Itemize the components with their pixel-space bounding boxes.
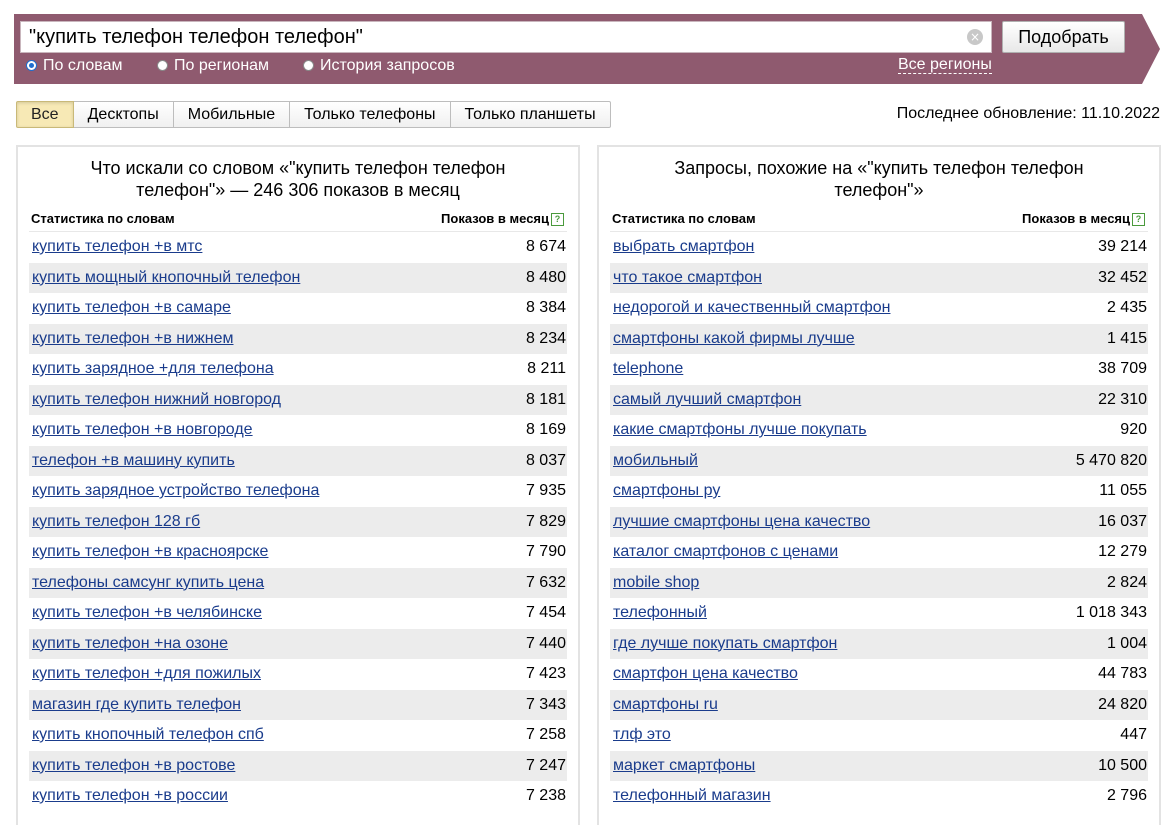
keyword-link[interactable]: купить телефон нижний новгород — [32, 390, 282, 408]
keyword-link[interactable]: лучшие смартфоны цена качество — [613, 512, 871, 530]
keyword-link[interactable]: выбрать смартфон — [613, 238, 755, 255]
keyword-link[interactable]: где лучше покупать смартфон — [613, 634, 838, 652]
keyword-link[interactable]: телефонный магазин — [613, 787, 771, 804]
keyword-link[interactable]: купить зарядное устройство телефона — [32, 482, 320, 499]
impressions-count: 7 829 — [525, 512, 566, 530]
column-header-stats: Статистика по словам — [612, 211, 756, 226]
keyword-link[interactable]: купить зарядное +для телефона — [32, 360, 274, 377]
keyword-link[interactable]: маркет смартфоны — [613, 756, 756, 774]
table-row — [610, 629, 1148, 660]
table-row — [610, 324, 1148, 355]
table-row — [29, 354, 567, 385]
right-rows — [610, 231, 1148, 812]
impressions-count: 8 211 — [527, 360, 566, 377]
all-regions-link[interactable]: Все регионы — [898, 56, 992, 73]
keyword-link[interactable]: купить телефон +в красноярске — [32, 543, 269, 560]
impressions-count: 7 258 — [525, 726, 566, 743]
table-row — [29, 415, 567, 446]
impressions-count: 32 452 — [1098, 268, 1147, 286]
tab-desktops[interactable]: Десктопы — [74, 101, 174, 128]
keyword-link[interactable]: самый лучший смартфон — [613, 390, 802, 408]
impressions-count: 44 783 — [1098, 665, 1147, 682]
left-rows — [29, 231, 567, 812]
impressions-count: 8 037 — [525, 451, 566, 469]
help-icon[interactable]: ? — [1132, 213, 1145, 226]
table-row — [610, 781, 1148, 812]
table-row — [610, 720, 1148, 751]
impressions-count: 12 279 — [1098, 543, 1147, 560]
last-updated: Последнее обновление: 11.10.2022 — [896, 105, 1160, 122]
impressions-count: 8 169 — [525, 421, 566, 438]
panel-title — [18, 157, 578, 201]
table-row — [29, 476, 567, 507]
radio-icon[interactable] — [303, 60, 314, 71]
clear-icon[interactable]: × — [967, 29, 983, 45]
table-row — [610, 690, 1148, 721]
keyword-link[interactable]: мобильный — [613, 451, 698, 469]
table-row — [610, 751, 1148, 782]
column-header-count — [441, 211, 564, 226]
impressions-count: 7 247 — [525, 756, 566, 774]
impressions-count: 8 480 — [525, 268, 566, 286]
keyword-link[interactable]: смартфоны ru — [613, 695, 718, 713]
keyword-link[interactable]: смартфоны какой фирмы лучше — [613, 329, 855, 347]
panel-title-line: Запросы, похожие на «"купить телефон телефон — [674, 158, 1084, 178]
impressions-count: 11 055 — [1099, 482, 1147, 499]
keyword-link[interactable]: купить телефон +в ростове — [32, 756, 236, 774]
impressions-count: 1 004 — [1106, 634, 1147, 652]
impressions-count: 38 709 — [1098, 360, 1147, 377]
impressions-count: 920 — [1120, 421, 1147, 438]
keyword-link[interactable]: что такое смартфон — [613, 268, 762, 286]
table-row — [29, 507, 567, 538]
impressions-count: 1 018 343 — [1075, 604, 1147, 621]
table-row — [610, 446, 1148, 477]
search-field[interactable] — [20, 21, 992, 53]
radio-selected-icon[interactable] — [26, 60, 37, 71]
column-header-count-label: Показов в месяц — [441, 211, 549, 226]
table-row — [29, 232, 567, 263]
table-row — [610, 232, 1148, 263]
keyword-link[interactable]: телефон +в машину купить — [32, 451, 235, 469]
impressions-count: 7 790 — [525, 543, 566, 560]
impressions-count: 5 470 820 — [1075, 451, 1147, 469]
table-row — [29, 598, 567, 629]
table-row — [29, 537, 567, 568]
mode-by-words[interactable] — [26, 57, 122, 75]
table-row — [29, 446, 567, 477]
impressions-count: 7 454 — [525, 604, 566, 621]
keyword-link[interactable]: купить телефон +в россии — [32, 787, 228, 804]
table-row — [29, 629, 567, 660]
impressions-count: 24 820 — [1098, 695, 1147, 713]
keyword-link[interactable]: смартфоны ру — [613, 482, 721, 499]
impressions-count: 8 181 — [525, 390, 566, 408]
keyword-link[interactable]: какие смартфоны лучше покупать — [613, 421, 867, 438]
impressions-count: 2 796 — [1106, 787, 1147, 804]
impressions-count: 7 632 — [525, 573, 566, 591]
panel-title-line: Что искали со словом «"купить телефон телефон — [90, 158, 506, 178]
keyword-link[interactable]: mobile shop — [613, 573, 700, 591]
table-row — [29, 720, 567, 751]
table-row — [610, 476, 1148, 507]
keyword-link[interactable]: телефонный — [613, 604, 707, 621]
table-row — [610, 598, 1148, 629]
keyword-link[interactable]: купить телефон 128 гб — [32, 512, 201, 530]
impressions-count: 22 310 — [1098, 390, 1147, 408]
mode-label: По регионам — [174, 57, 270, 74]
table-row — [610, 415, 1148, 446]
table-row — [29, 781, 567, 812]
table-row — [29, 568, 567, 599]
table-row — [29, 263, 567, 294]
tab-phones-only[interactable]: Только телефоны — [290, 101, 450, 128]
table-row — [610, 385, 1148, 416]
tab-tablets-only[interactable]: Только планшеты — [451, 101, 611, 128]
keyword-link[interactable]: купить телефон +в нижнем — [32, 329, 234, 347]
impressions-count: 2 824 — [1106, 573, 1147, 591]
submit-button[interactable]: Подобрать — [1002, 21, 1125, 53]
table-row — [610, 537, 1148, 568]
table-row — [29, 751, 567, 782]
table-row — [29, 324, 567, 355]
impressions-count: 8 234 — [525, 329, 566, 347]
impressions-count: 10 500 — [1098, 756, 1147, 774]
mode-by-regions[interactable] — [157, 57, 269, 75]
keyword-link[interactable]: телефоны самсунг купить цена — [32, 573, 265, 591]
right-panel — [597, 145, 1161, 825]
impressions-count: 447 — [1120, 726, 1147, 743]
search-input[interactable] — [21, 22, 977, 52]
keyword-link[interactable]: купить телефон +в челябинске — [32, 604, 262, 621]
table-row — [610, 263, 1148, 294]
column-header-stats: Статистика по словам — [31, 211, 175, 226]
mode-history[interactable] — [303, 57, 455, 75]
help-icon[interactable]: ? — [551, 213, 564, 226]
impressions-count: 7 423 — [525, 665, 566, 682]
keyword-link[interactable]: недорогой и качественный смартфон — [613, 299, 891, 316]
table-row — [610, 293, 1148, 324]
mode-label: По словам — [43, 57, 123, 74]
table-row — [29, 690, 567, 721]
keyword-link[interactable]: смартфон цена качество — [613, 665, 798, 682]
column-header-count — [1022, 211, 1145, 226]
keyword-link[interactable]: купить телефон +на озоне — [32, 634, 229, 652]
impressions-count: 7 440 — [525, 634, 566, 652]
keyword-link[interactable]: купить телефон +в новгороде — [32, 421, 253, 438]
mode-label: История запросов — [320, 57, 455, 74]
table-row — [610, 568, 1148, 599]
impressions-count: 2 435 — [1106, 299, 1147, 316]
keyword-link[interactable]: тлф это — [613, 726, 671, 743]
device-tabs — [16, 101, 611, 128]
impressions-count: 16 037 — [1098, 512, 1147, 530]
keyword-link[interactable]: купить телефон +в мтс — [32, 238, 203, 255]
keyword-link[interactable]: купить телефон +в самаре — [32, 299, 231, 316]
keyword-link[interactable]: магазин где купить телефон — [32, 695, 241, 713]
impressions-count: 7 343 — [525, 695, 566, 713]
tab-all[interactable]: Все — [16, 101, 74, 128]
panel-title-line: телефон"» — [834, 180, 924, 200]
impressions-count: 39 214 — [1098, 238, 1147, 255]
panel-title-line: телефон"» — 246 306 показов в месяц — [136, 180, 460, 200]
keyword-link[interactable]: купить телефон +для пожилых — [32, 665, 261, 682]
impressions-count: 7 935 — [525, 482, 566, 499]
left-panel — [16, 145, 580, 825]
table-row — [29, 293, 567, 324]
impressions-count: 8 674 — [525, 238, 566, 255]
impressions-count: 7 238 — [525, 787, 566, 804]
table-row — [610, 659, 1148, 690]
keyword-link[interactable]: telephone — [613, 360, 684, 377]
table-row — [610, 507, 1148, 538]
panel-title — [599, 157, 1159, 201]
table-row — [29, 385, 567, 416]
table-row — [29, 659, 567, 690]
table-row — [610, 354, 1148, 385]
impressions-count: 1 415 — [1106, 329, 1147, 347]
radio-icon[interactable] — [157, 60, 168, 71]
impressions-count: 8 384 — [525, 299, 566, 316]
keyword-link[interactable]: каталог смартфонов с ценами — [613, 543, 839, 560]
keyword-link[interactable]: купить мощный кнопочный телефон — [32, 268, 301, 286]
column-header-count-label: Показов в месяц — [1022, 211, 1130, 226]
tab-mobile[interactable]: Мобильные — [174, 101, 290, 128]
keyword-link[interactable]: купить кнопочный телефон спб — [32, 726, 264, 743]
